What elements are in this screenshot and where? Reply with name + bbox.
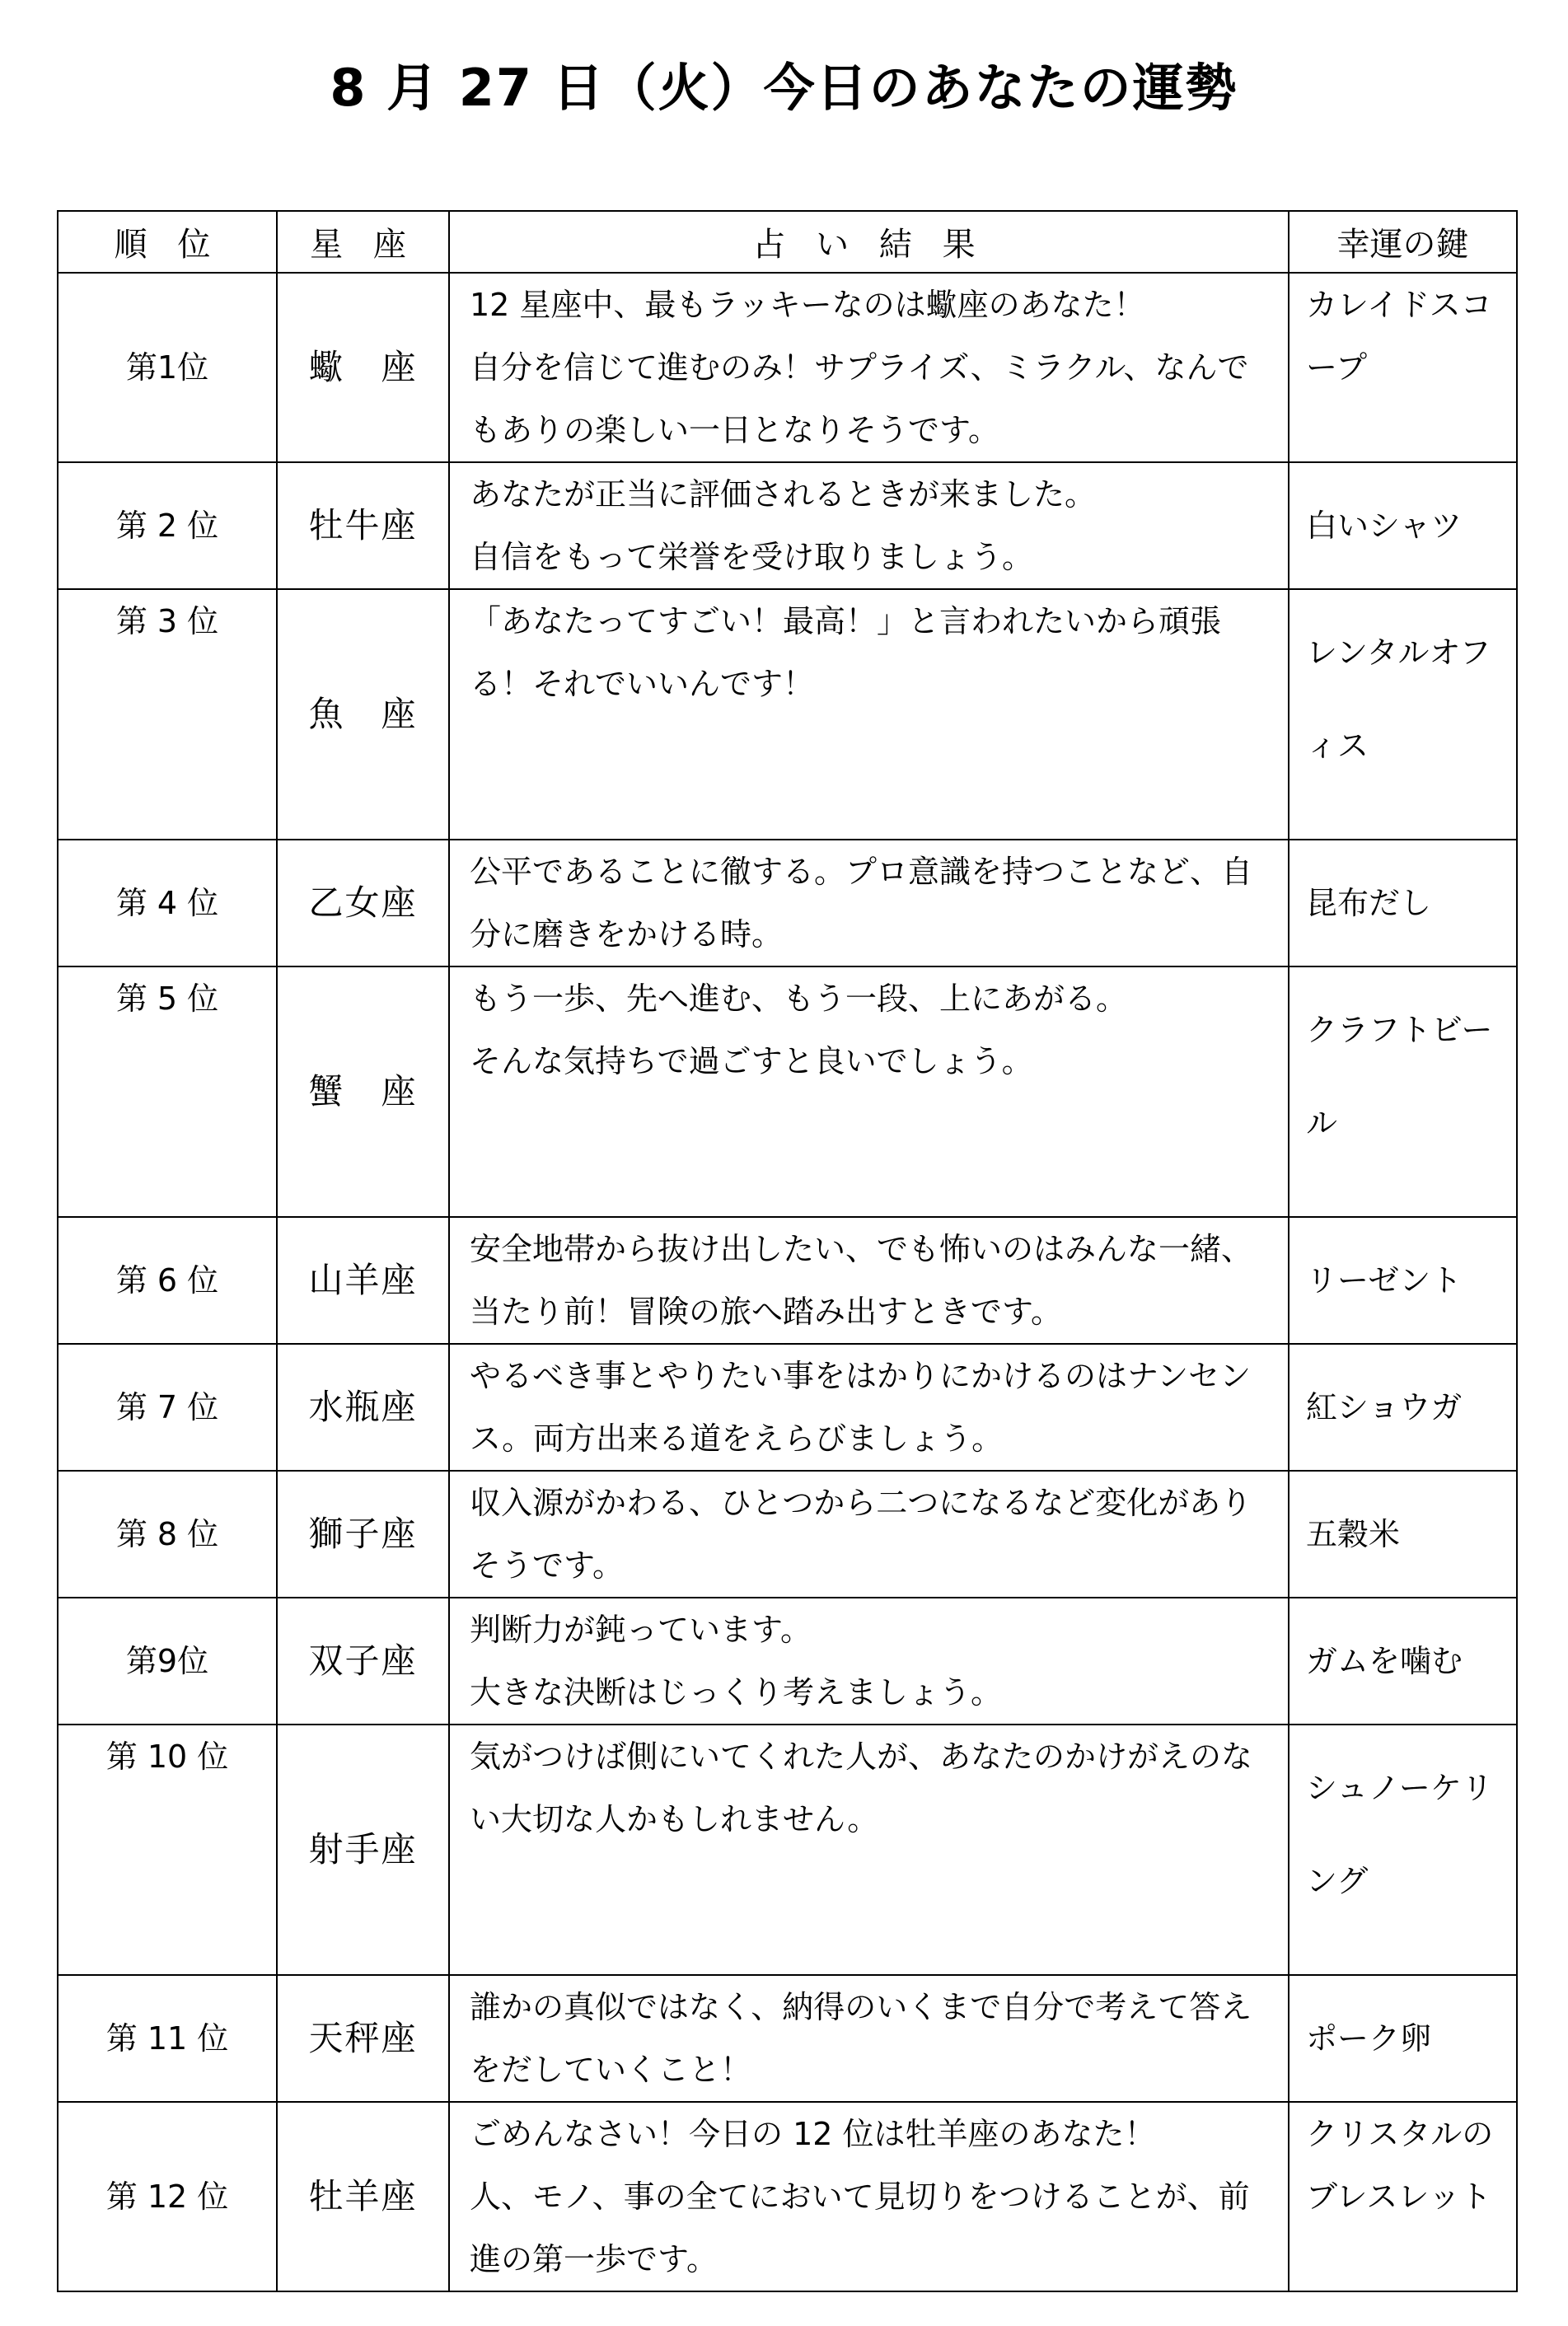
rank-cell: 第 12 位 [58,2102,277,2291]
header-result: 占 い 結 果 [449,211,1289,273]
rank-cell: 第 7 位 [58,1344,277,1471]
lucky-key-cell: 紅ショウガ [1289,1344,1517,1471]
result-line: 誰かの真似ではなく、納得のいくまで自分で考えて答えをだしていくこと！ [470,1989,1252,2088]
result-line: やるべき事とやりたい事をはかりにかけるのはナンセンス。両方出来る道をえらびましょう。 [470,1358,1252,1457]
result-line: 自信をもって栄誉を受け取りましょう。 [470,539,1034,575]
lucky-key-cell: 昆布だし [1289,840,1517,966]
rank-cell: 第 11 位 [58,1975,277,2102]
table-row [58,1725,1517,1975]
table-row [58,1217,1517,1344]
sign-cell: 獅子座 [277,1471,449,1598]
result-line: 公平であることに徹する。プロ意識を持つことなど、自分に磨きをかける時。 [470,854,1253,952]
result-cell [449,2102,1289,2291]
lucky-key-cell: レンタルオフィス [1289,589,1517,840]
table-row [58,273,1517,462]
table-row [58,1344,1517,1471]
fortune-table [57,210,1518,2292]
table-row [58,462,1517,589]
table-header-row [58,211,1517,273]
rank-cell: 第1位 [58,273,277,462]
result-line: 自分を信じて進むのみ！サプライズ、ミラクル、なんでもありの楽しい一日となりそうです。 [470,349,1249,448]
header-key: 幸運の鍵 [1289,211,1517,273]
rank-cell: 第 8 位 [58,1471,277,1598]
lucky-key-cell: カレイドスコープ [1289,273,1517,462]
sign-cell: 蠍 座 [277,273,449,462]
result-line: 安全地帯から抜け出したい、でも怖いのはみんな一緒、当たり前！冒険の旅へ踏み出すときです。 [470,1231,1253,1330]
lucky-key-cell: 白いシャツ [1289,462,1517,589]
lucky-key-cell: 五穀米 [1289,1471,1517,1598]
lucky-key-cell: ポーク卵 [1289,1975,1517,2102]
result-cell [449,1471,1289,1598]
result-line: 12 星座中、最もラッキーなのは蠍座のあなた！ [470,287,1145,323]
result-line: 大きな決断はじっくり考えましょう。 [470,1674,1003,1711]
sign-cell: 牡羊座 [277,2102,449,2291]
result-cell [449,462,1289,589]
result-cell [449,966,1289,1217]
result-line: 収入源がかわる、ひとつから二つになるなど変化がありそうです。 [470,1485,1252,1584]
lucky-key-cell: シュノーケリング [1289,1725,1517,1975]
rank-cell: 第 2 位 [58,462,277,589]
result-cell [449,1725,1289,1975]
rank-cell: 第 5 位 [58,966,277,1217]
sign-cell: 牡牛座 [277,462,449,589]
result-line: 人、モノ、事の全てにおいて見切りをつけることが、前進の第一歩です。 [470,2179,1250,2277]
rank-cell: 第 4 位 [58,840,277,966]
sign-cell: 蟹 座 [277,966,449,1217]
lucky-key-cell: クラフトビール [1289,966,1517,1217]
result-cell [449,840,1289,966]
rank-cell: 第 10 位 [58,1725,277,1975]
lucky-key-cell: クリスタルのブレスレット [1289,2102,1517,2291]
result-cell [449,273,1289,462]
sign-cell: 乙女座 [277,840,449,966]
result-cell [449,1344,1289,1471]
result-line: そんな気持ちで過ごすと良いでしょう。 [470,1043,1033,1079]
lucky-key-cell: リーゼント [1289,1217,1517,1344]
result-line: 気がつけば側にいてくれた人が、あなたのかけがえのない大切な人かもしれません。 [470,1739,1253,1837]
rank-cell: 第9位 [58,1598,277,1725]
rank-cell: 第 3 位 [58,589,277,840]
result-cell [449,1217,1289,1344]
table-row [58,1471,1517,1598]
result-line: 「あなたってすごい！最高！」と言われたいから頑張る！それでいいんです！ [470,603,1222,702]
sign-cell: 魚 座 [277,589,449,840]
lucky-key-cell: ガムを噛む [1289,1598,1517,1725]
sign-cell: 山羊座 [277,1217,449,1344]
table-row [58,966,1517,1217]
result-cell [449,589,1289,840]
table-row [58,2102,1517,2291]
rank-cell: 第 6 位 [58,1217,277,1344]
sign-cell: 天秤座 [277,1975,449,2102]
result-line: あなたが正当に評価されるときが来ました。 [470,476,1097,512]
table-row [58,1975,1517,2102]
result-line: ごめんなさい！今日の 12 位は牡羊座のあなた！ [470,2116,1156,2152]
result-cell [449,1598,1289,1725]
table-row [58,1598,1517,1725]
result-cell [449,1975,1289,2102]
header-sign: 星 座 [277,211,449,273]
page-title: 8 月 27 日（火）今日のあなたの運勢 [330,58,1238,118]
sign-cell: 射手座 [277,1725,449,1975]
result-line: もう一歩、先へ進む、もう一段、上にあがる。 [470,980,1128,1017]
table-row [58,840,1517,966]
table-row [58,589,1517,840]
sign-cell: 双子座 [277,1598,449,1725]
result-line: 判断力が鈍っています。 [470,1612,812,1648]
sign-cell: 水瓶座 [277,1344,449,1471]
header-rank: 順 位 [58,211,277,273]
